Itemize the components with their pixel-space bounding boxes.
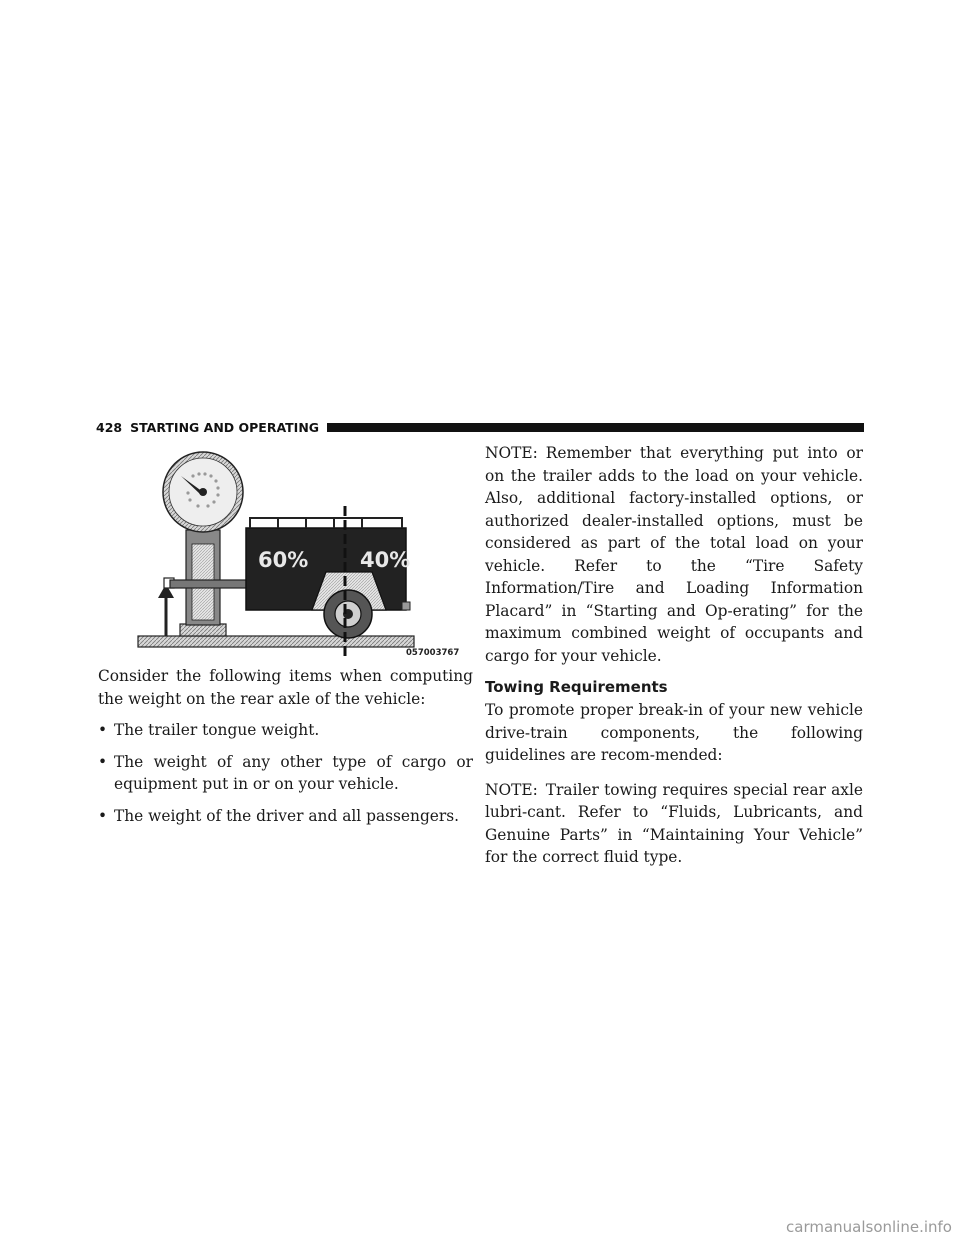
bullet-icon: • xyxy=(98,806,108,825)
ground-bar xyxy=(138,636,414,647)
figure-id: 057003767 xyxy=(406,648,460,658)
header-rule xyxy=(327,423,864,432)
page-header xyxy=(96,419,864,435)
section-heading: Towing Requirements xyxy=(485,678,668,696)
bullet-icon: • xyxy=(98,721,108,739)
intro-paragraph: Consider the following items when computing the weight on the rear axle of the vehicle: xyxy=(98,667,473,708)
front-percent-label: 60% xyxy=(258,548,309,572)
note-paragraph: NOTE: Remember that everything put into or on the trailer adds to the load on your vehicle. Also, additional factory-installed options, or authorized dealer-installed options, must be considered as part of the total load on your vehicle. Refer to the “Tire Safety Information/Tire and Loading Information Placard” in “Starting and Op-erating” for the maximum combined weight of occupants and cargo for your vehicle. xyxy=(485,444,863,665)
list-item: • The weight of the driver and all passengers. xyxy=(98,805,473,828)
bullet-icon: • xyxy=(98,752,108,771)
scale-base xyxy=(180,624,226,636)
page-number: 428 xyxy=(96,419,123,435)
weight-items-list xyxy=(98,719,473,827)
note-label: NOTE: xyxy=(485,444,538,462)
trailer-tongue xyxy=(170,580,254,588)
towing-paragraph: To promote proper break-in of your new vehicle drive-train components, the following guidelines are recom-mended: xyxy=(485,701,863,764)
watermark: carmanualsonline.info xyxy=(786,1218,952,1236)
trailer-weight-illustration xyxy=(136,448,472,662)
section-title: STARTING AND OPERATING xyxy=(130,419,320,435)
right-column xyxy=(485,442,863,869)
trailer-scale-diagram xyxy=(136,448,472,662)
left-column xyxy=(98,665,473,827)
note-paragraph: NOTE: Trailer towing requires special rear axle lubri-cant. Refer to “Fluids, Lubricants, and Genuine Parts” in “Maintaining Your Vehicle” for the correct fluid type. xyxy=(485,780,863,866)
rear-percent-label: 40% xyxy=(360,548,411,572)
note-label: NOTE: xyxy=(485,780,538,799)
list-item: • The weight of any other type of cargo or equipment put in or on your vehicle. xyxy=(98,752,473,793)
list-item: • The trailer tongue weight. xyxy=(98,719,473,742)
